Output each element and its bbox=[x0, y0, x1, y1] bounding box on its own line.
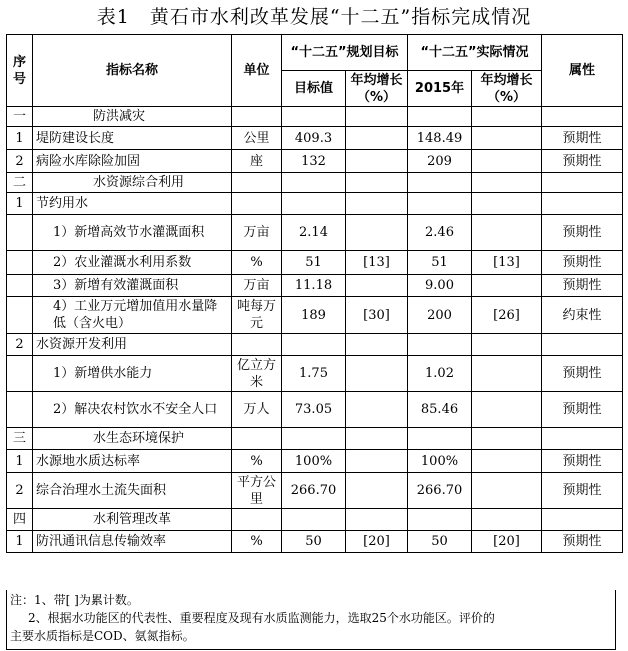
cell-target: 50 bbox=[282, 531, 346, 553]
cell-plan-growth bbox=[346, 215, 408, 251]
cell-seq: 二 bbox=[7, 173, 33, 193]
empty-cell bbox=[408, 428, 472, 450]
subsection-row bbox=[7, 193, 623, 215]
empty-cell bbox=[232, 334, 282, 356]
section-row bbox=[7, 173, 623, 193]
empty-cell bbox=[282, 428, 346, 450]
empty-cell bbox=[472, 193, 542, 215]
cell-unit: 万亩 bbox=[232, 215, 282, 251]
subsection-title: 节约用水 bbox=[33, 193, 232, 215]
table-row bbox=[7, 392, 623, 428]
cell-target: 266.70 bbox=[282, 473, 346, 509]
cell-name: 2）农业灌溉水利用系数 bbox=[33, 251, 232, 275]
cell-seq: 一 bbox=[7, 107, 33, 127]
empty-cell bbox=[542, 193, 623, 215]
cell-2015: 2.46 bbox=[408, 215, 472, 251]
empty-cell bbox=[232, 107, 282, 127]
cell-unit: 万亩 bbox=[232, 275, 282, 297]
cell-seq bbox=[7, 251, 33, 275]
empty-cell bbox=[232, 173, 282, 193]
empty-cell bbox=[408, 509, 472, 531]
cell-unit: 公里 bbox=[232, 127, 282, 150]
table-row bbox=[7, 531, 623, 553]
header-plan-growth: 年均增长（%） bbox=[346, 71, 408, 107]
header-actual-growth: 年均增长（%） bbox=[472, 71, 542, 107]
cell-plan-growth bbox=[346, 356, 408, 392]
cell-2015: 9.00 bbox=[408, 275, 472, 297]
empty-cell bbox=[282, 334, 346, 356]
section-row bbox=[7, 428, 623, 450]
note-line: 注：1、带[ ]为累计数。 bbox=[10, 593, 139, 607]
cell-unit: 亿立方米 bbox=[232, 356, 282, 392]
empty-cell bbox=[346, 193, 408, 215]
empty-cell bbox=[542, 107, 623, 127]
cell-name: 堤防建设长度 bbox=[33, 127, 232, 150]
cell-actual-growth bbox=[472, 356, 542, 392]
empty-cell bbox=[408, 173, 472, 193]
cell-unit: 吨每万元 bbox=[232, 297, 282, 334]
cell-unit: 平方公里 bbox=[232, 473, 282, 509]
cell-target: 189 bbox=[282, 297, 346, 334]
cell-seq bbox=[7, 392, 33, 428]
cell-actual-growth: [20] bbox=[472, 531, 542, 553]
cell-plan-growth bbox=[346, 150, 408, 173]
cell-name: 1）新增高效节水灌溉面积 bbox=[33, 215, 232, 251]
table-title: 表1 黄石市水利改革发展“十二五”指标完成情况 bbox=[96, 6, 532, 28]
cell-seq bbox=[7, 215, 33, 251]
empty-cell bbox=[282, 193, 346, 215]
empty-cell bbox=[232, 428, 282, 450]
note-line: 主要水质指标是COD、氨氮指标。 bbox=[10, 629, 195, 643]
table-row bbox=[7, 450, 623, 473]
table-row bbox=[7, 150, 623, 173]
cell-target: 1.75 bbox=[282, 356, 346, 392]
cell-actual-growth bbox=[472, 450, 542, 473]
cell-seq: 三 bbox=[7, 428, 33, 450]
cell-name: 4）工业万元增加值用水量降低（含火电） bbox=[33, 297, 232, 334]
cell-plan-growth bbox=[346, 275, 408, 297]
cell-target: 11.18 bbox=[282, 275, 346, 297]
cell-seq: 1 bbox=[7, 531, 33, 553]
empty-cell bbox=[346, 334, 408, 356]
indicator-table bbox=[6, 34, 623, 553]
cell-seq: 2 bbox=[7, 473, 33, 509]
cell-plan-growth: [13] bbox=[346, 251, 408, 275]
cell-seq: 2 bbox=[7, 334, 33, 356]
header-seq: 序号 bbox=[7, 35, 33, 107]
cell-2015: 266.70 bbox=[408, 473, 472, 509]
cell-actual-growth: [26] bbox=[472, 297, 542, 334]
cell-attr: 预期性 bbox=[542, 150, 623, 173]
section-title: 水利管理改革 bbox=[33, 509, 232, 531]
cell-seq: 1 bbox=[7, 193, 33, 215]
header-name: 指标名称 bbox=[33, 35, 232, 107]
section-row bbox=[7, 107, 623, 127]
empty-cell bbox=[282, 107, 346, 127]
section-title: 水生态环境保护 bbox=[33, 428, 232, 450]
cell-target: 73.05 bbox=[282, 392, 346, 428]
subsection-title: 水资源开发利用 bbox=[33, 334, 232, 356]
empty-cell bbox=[472, 107, 542, 127]
cell-2015: 85.46 bbox=[408, 392, 472, 428]
cell-unit: % bbox=[232, 450, 282, 473]
cell-attr: 预期性 bbox=[542, 251, 623, 275]
cell-2015: 200 bbox=[408, 297, 472, 334]
note-line: 2、根据水功能区的代表性、重要程度及现有水质监测能力，选取25个水功能区。评价的 bbox=[28, 611, 495, 625]
cell-plan-growth bbox=[346, 450, 408, 473]
cell-actual-growth bbox=[472, 215, 542, 251]
table-row bbox=[7, 297, 623, 334]
cell-attr: 预期性 bbox=[542, 215, 623, 251]
cell-2015: 51 bbox=[408, 251, 472, 275]
table-row bbox=[7, 127, 623, 150]
cell-name: 水源地水质达标率 bbox=[33, 450, 232, 473]
empty-cell bbox=[542, 173, 623, 193]
cell-attr: 预期性 bbox=[542, 356, 623, 392]
empty-cell bbox=[408, 107, 472, 127]
table-row bbox=[7, 473, 623, 509]
cell-unit: % bbox=[232, 531, 282, 553]
cell-plan-growth: [20] bbox=[346, 531, 408, 553]
empty-cell bbox=[346, 509, 408, 531]
empty-cell bbox=[472, 428, 542, 450]
cell-name: 病险水库除险加固 bbox=[33, 150, 232, 173]
cell-attr: 约束性 bbox=[542, 297, 623, 334]
empty-cell bbox=[542, 428, 623, 450]
empty-cell bbox=[232, 193, 282, 215]
cell-actual-growth: [13] bbox=[472, 251, 542, 275]
cell-2015: 50 bbox=[408, 531, 472, 553]
cell-plan-growth bbox=[346, 473, 408, 509]
header-target: 目标值 bbox=[282, 71, 346, 107]
empty-cell bbox=[408, 193, 472, 215]
cell-seq bbox=[7, 275, 33, 297]
cell-seq: 1 bbox=[7, 450, 33, 473]
cell-attr: 预期性 bbox=[542, 450, 623, 473]
table-row bbox=[7, 275, 623, 297]
empty-cell bbox=[542, 509, 623, 531]
subsection-row bbox=[7, 334, 623, 356]
cell-target: 409.3 bbox=[282, 127, 346, 150]
table-row bbox=[7, 251, 623, 275]
cell-target: 100% bbox=[282, 450, 346, 473]
cell-target: 132 bbox=[282, 150, 346, 173]
cell-actual-growth bbox=[472, 150, 542, 173]
cell-2015: 1.02 bbox=[408, 356, 472, 392]
header-unit: 单位 bbox=[232, 35, 282, 107]
cell-seq: 1 bbox=[7, 127, 33, 150]
empty-cell bbox=[472, 334, 542, 356]
section-title: 水资源综合利用 bbox=[33, 173, 232, 193]
cell-attr: 预期性 bbox=[542, 127, 623, 150]
cell-name: 3）新增有效灌溉面积 bbox=[33, 275, 232, 297]
cell-unit: 座 bbox=[232, 150, 282, 173]
header-actual-group: “十二五”实际情况 bbox=[408, 35, 542, 71]
cell-seq: 四 bbox=[7, 509, 33, 531]
cell-seq: 2 bbox=[7, 150, 33, 173]
cell-2015: 148.49 bbox=[408, 127, 472, 150]
empty-cell bbox=[408, 334, 472, 356]
empty-cell bbox=[346, 428, 408, 450]
empty-cell bbox=[232, 509, 282, 531]
table-header bbox=[7, 35, 623, 107]
table-notes bbox=[6, 590, 616, 650]
cell-target: 51 bbox=[282, 251, 346, 275]
cell-attr: 预期性 bbox=[542, 275, 623, 297]
table-row bbox=[7, 356, 623, 392]
empty-cell bbox=[282, 509, 346, 531]
cell-name: 防汛通讯信息传输效率 bbox=[33, 531, 232, 553]
cell-plan-growth: [30] bbox=[346, 297, 408, 334]
cell-name: 综合治理水土流失面积 bbox=[33, 473, 232, 509]
header-plan-group: “十二五”规划目标 bbox=[282, 35, 408, 71]
cell-attr: 预期性 bbox=[542, 473, 623, 509]
cell-plan-growth bbox=[346, 127, 408, 150]
empty-cell bbox=[346, 173, 408, 193]
cell-name: 1）新增供水能力 bbox=[33, 356, 232, 392]
table-body bbox=[7, 107, 623, 553]
cell-actual-growth bbox=[472, 473, 542, 509]
cell-2015: 209 bbox=[408, 150, 472, 173]
cell-2015: 100% bbox=[408, 450, 472, 473]
cell-actual-growth bbox=[472, 127, 542, 150]
cell-seq bbox=[7, 356, 33, 392]
empty-cell bbox=[282, 173, 346, 193]
cell-attr: 预期性 bbox=[542, 392, 623, 428]
empty-cell bbox=[472, 509, 542, 531]
table-row bbox=[7, 215, 623, 251]
cell-unit: % bbox=[232, 251, 282, 275]
empty-cell bbox=[542, 334, 623, 356]
empty-cell bbox=[472, 173, 542, 193]
cell-target: 2.14 bbox=[282, 215, 346, 251]
section-title: 防洪减灾 bbox=[33, 107, 232, 127]
cell-actual-growth bbox=[472, 392, 542, 428]
cell-actual-growth bbox=[472, 275, 542, 297]
cell-plan-growth bbox=[346, 392, 408, 428]
empty-cell bbox=[346, 107, 408, 127]
header-attr: 属性 bbox=[542, 35, 623, 107]
cell-unit: 万人 bbox=[232, 392, 282, 428]
header-2015: 2015年 bbox=[408, 71, 472, 107]
cell-name: 2）解决农村饮水不安全人口 bbox=[33, 392, 232, 428]
section-row bbox=[7, 509, 623, 531]
cell-attr: 预期性 bbox=[542, 531, 623, 553]
cell-seq bbox=[7, 297, 33, 334]
